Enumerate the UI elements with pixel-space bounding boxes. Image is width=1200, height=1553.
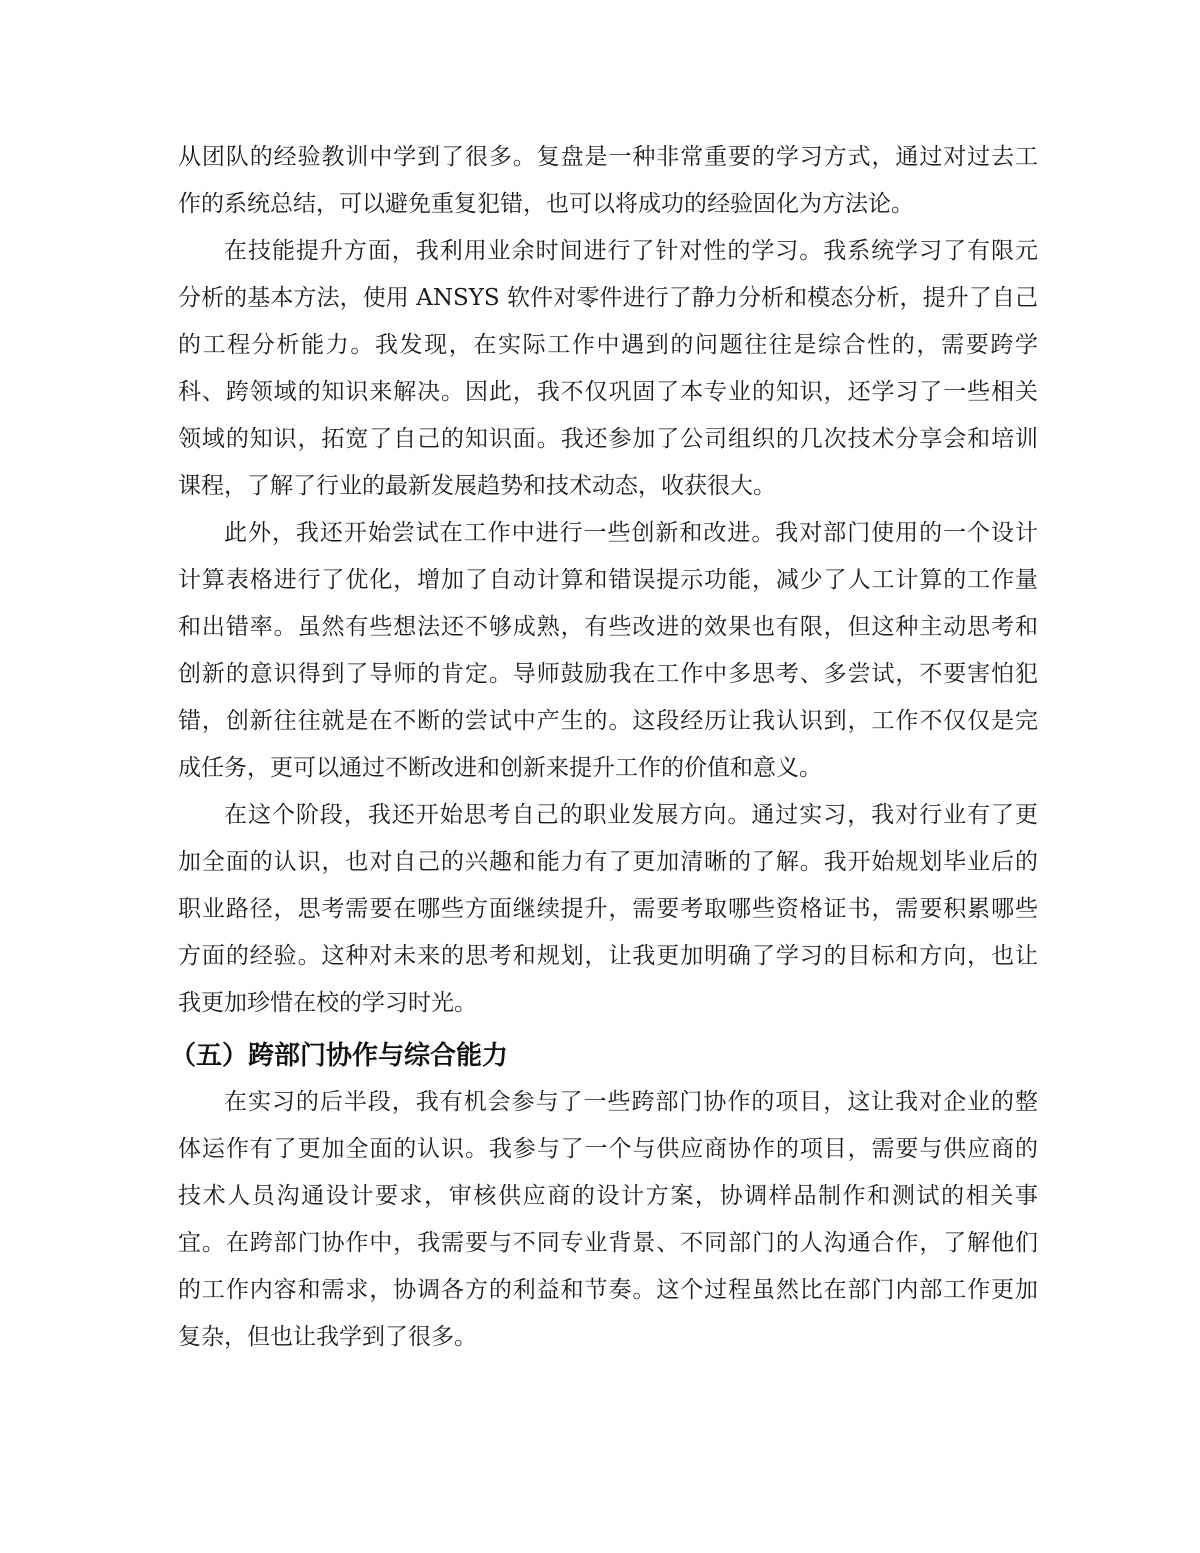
paragraph-line: 分析的基本方法，使用 ANSYS 软件对零件进行了静力分析和模态分析，提升了自己 — [178, 285, 1038, 311]
paragraph-line: 科、跨领域的知识来解决。因此，我不仅巩固了本专业的知识，还学习了一些相关 — [178, 379, 1038, 405]
paragraph-line: 我更加珍惜在校的学习时光。 — [178, 990, 477, 1016]
paragraph-line: 和出错率。虽然有些想法还不够成熟，有些改进的效果也有限，但这种主动思考和 — [178, 614, 1038, 640]
paragraph-line: 体运作有了更加全面的认识。我参与了一个与供应商协作的项目，需要与供应商的 — [178, 1136, 1038, 1162]
paragraph-line: 加全面的认识，也对自己的兴趣和能力有了更加清晰的了解。我开始规划毕业后的 — [178, 849, 1038, 875]
paragraph-line: 计算表格进行了优化，增加了自动计算和错误提示功能，减少了人工计算的工作量 — [178, 567, 1038, 593]
paragraph-line: 的工作内容和需求，协调各方的利益和节奏。这个过程虽然比在部门内部工作更加 — [178, 1277, 1038, 1303]
paragraph-line: 技术人员沟通设计要求，审核供应商的设计方案，协调样品制作和测试的相关事 — [178, 1183, 1038, 1209]
paragraph-line: 领域的知识，拓宽了自己的知识面。我还参加了公司组织的几次技术分享会和培训 — [178, 426, 1038, 452]
paragraph-line: 复杂，但也让我学到了很多。 — [178, 1324, 477, 1350]
paragraph-line: 成任务，更可以通过不断改进和创新来提升工作的价值和意义。 — [178, 755, 822, 781]
paragraph-line: 在这个阶段，我还开始思考自己的职业发展方向。通过实习，我对行业有了更 — [224, 802, 1038, 828]
section-heading: （五）跨部门协作与综合能力 — [170, 1041, 509, 1071]
paragraph-line: 此外，我还开始尝试在工作中进行一些创新和改进。我对部门使用的一个设计 — [224, 520, 1038, 546]
paragraph-line: 在实习的后半段，我有机会参与了一些跨部门协作的项目，这让我对企业的整 — [224, 1089, 1038, 1115]
paragraph-line: 从团队的经验教训中学到了很多。复盘是一种非常重要的学习方式，通过对过去工 — [178, 144, 1038, 170]
paragraph-line: 课程，了解了行业的最新发展趋势和技术动态，收获很大。 — [178, 473, 776, 499]
paragraph-line: 方面的经验。这种对未来的思考和规划，让我更加明确了学习的目标和方向，也让 — [178, 943, 1038, 969]
paragraph-line: 的工程分析能力。我发现，在实际工作中遇到的问题往往是综合性的，需要跨学 — [178, 332, 1038, 358]
paragraph-line: 宜。在跨部门协作中，我需要与不同专业背景、不同部门的人沟通合作，了解他们 — [178, 1230, 1038, 1256]
paragraph-line: 职业路径，思考需要在哪些方面继续提升，需要考取哪些资格证书，需要积累哪些 — [178, 896, 1038, 922]
paragraph-line: 在技能提升方面，我利用业余时间进行了针对性的学习。我系统学习了有限元 — [224, 238, 1038, 264]
paragraph-line: 错，创新往往就是在不断的尝试中产生的。这段经历让我认识到，工作不仅仅是完 — [178, 708, 1038, 734]
paragraph-line: 创新的意识得到了导师的肯定。导师鼓励我在工作中多思考、多尝试，不要害怕犯 — [178, 661, 1038, 687]
paragraph-line: 作的系统总结，可以避免重复犯错，也可以将成功的经验固化为方法论。 — [178, 191, 914, 217]
